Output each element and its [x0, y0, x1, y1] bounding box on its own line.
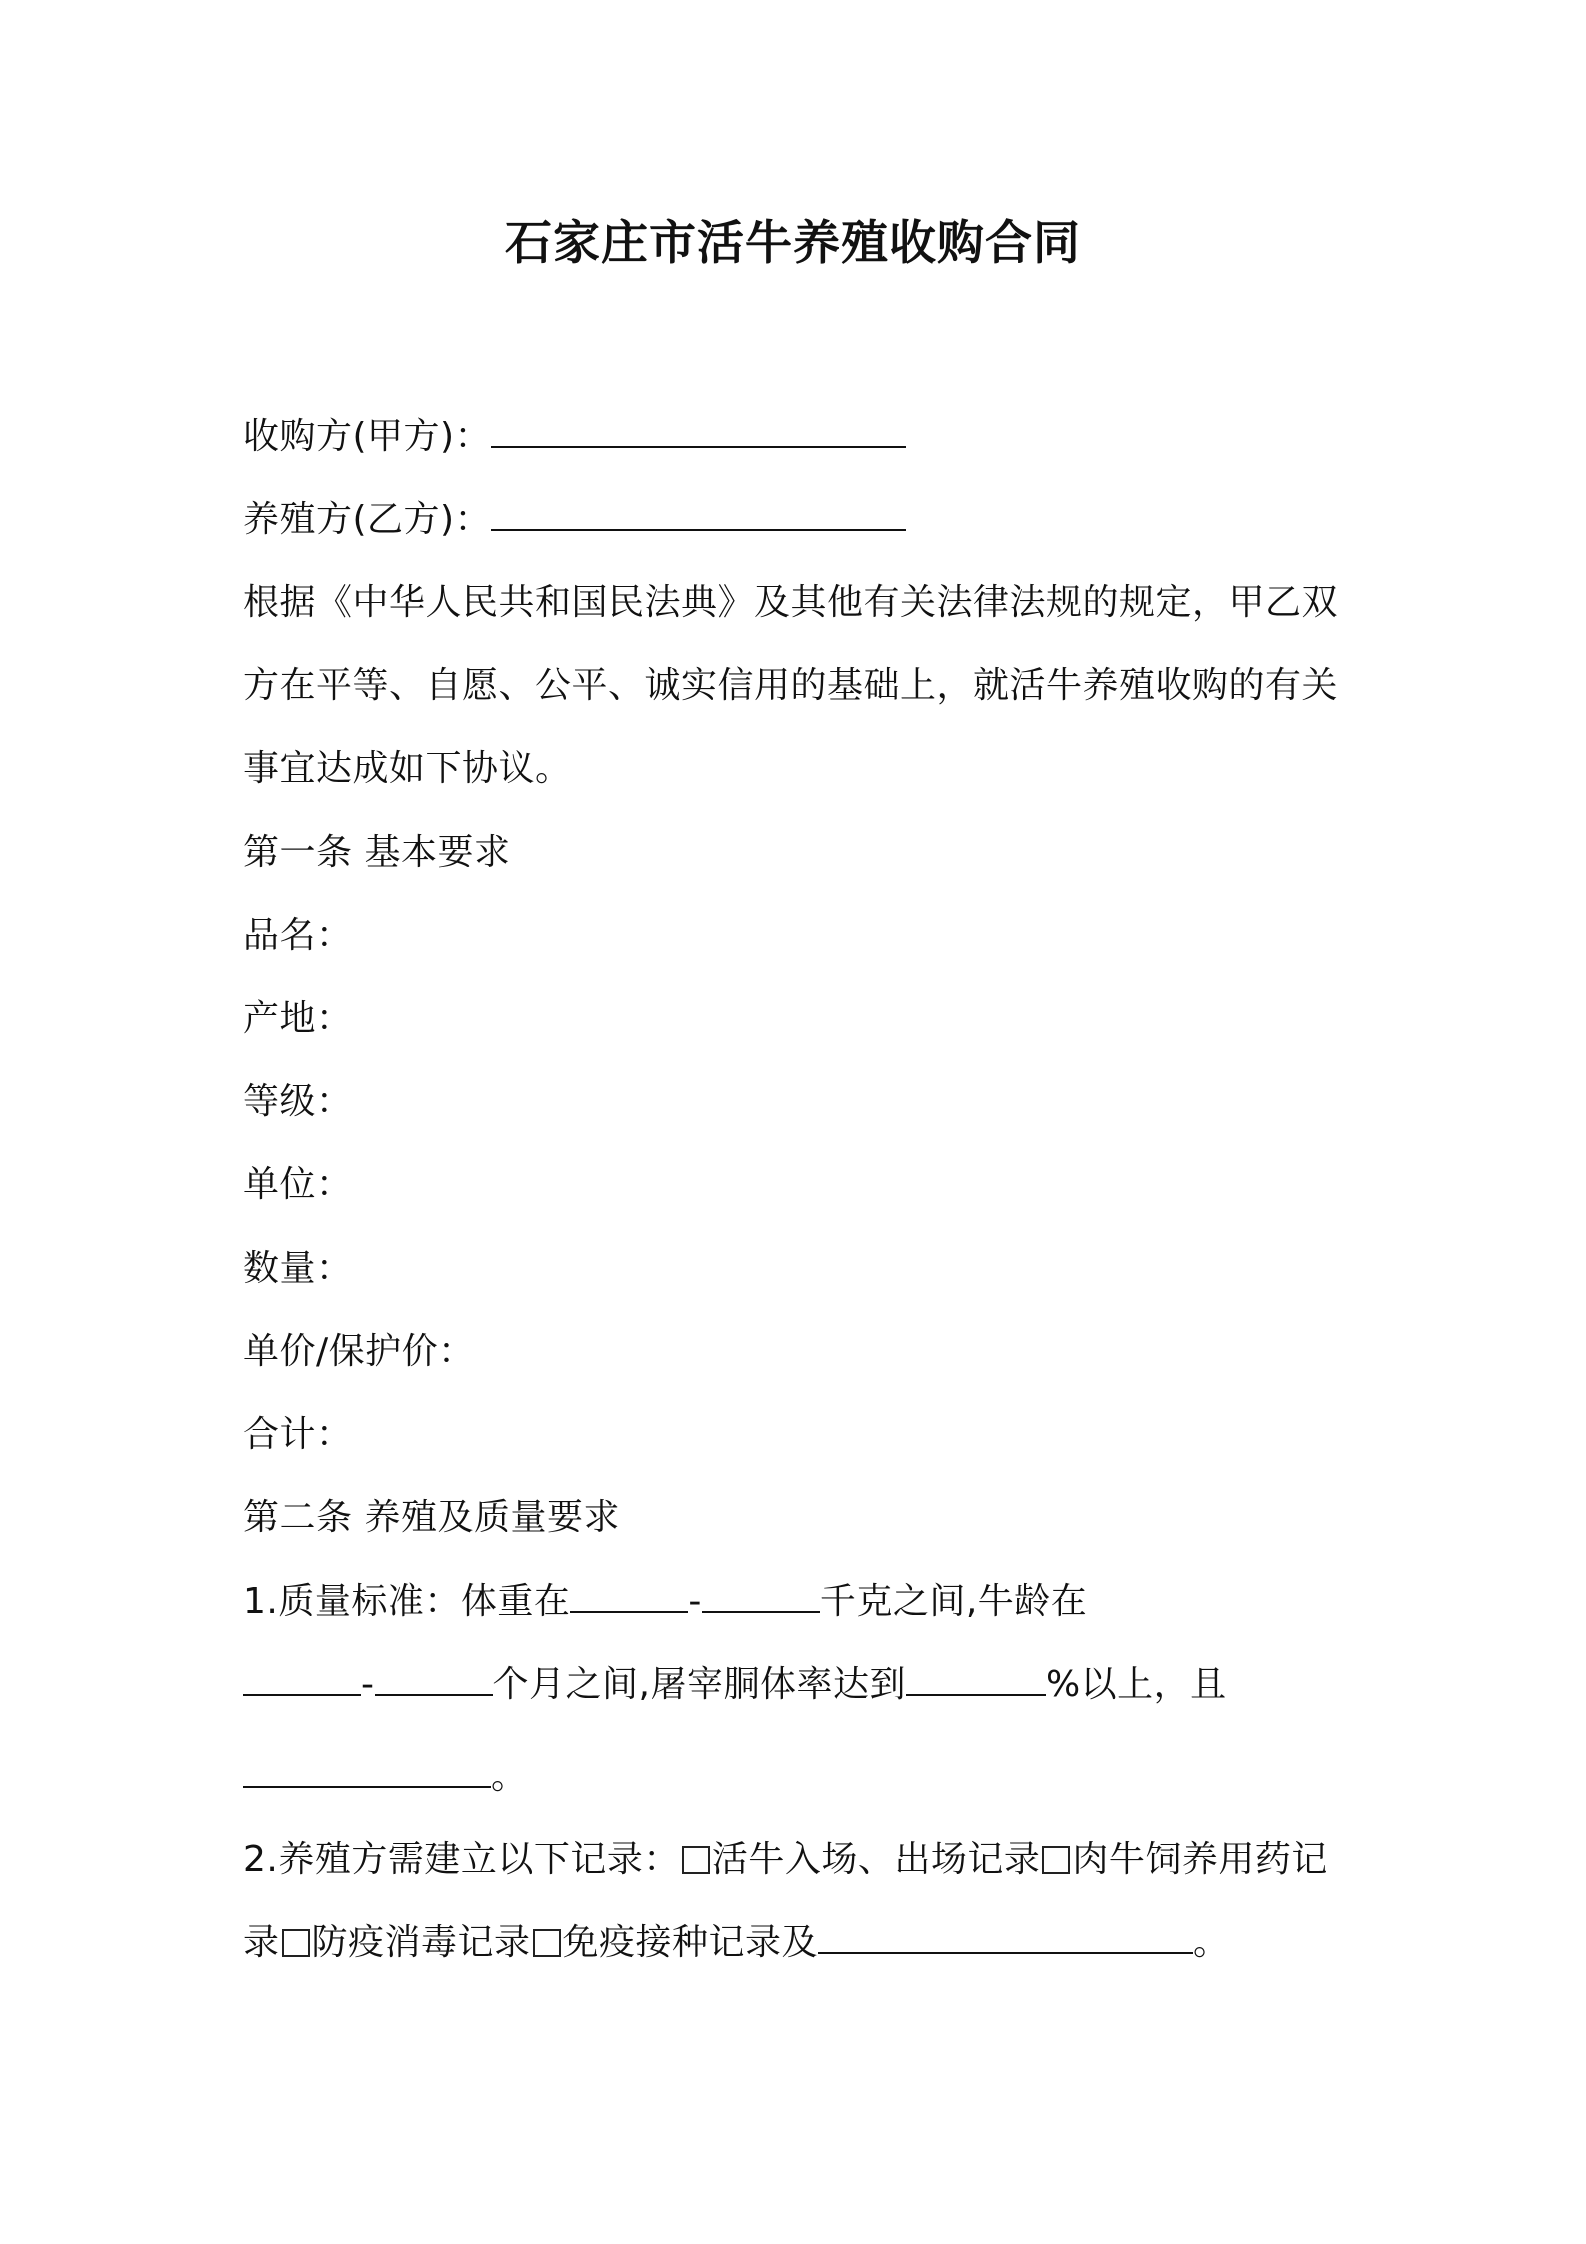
field-total: 合计：	[243, 1414, 353, 1455]
carcass-rate-blank[interactable]	[906, 1662, 1046, 1696]
option-entry-exit-record: 活牛入场、出场记录	[711, 1839, 1041, 1880]
records-continuation: 录	[243, 1922, 280, 1963]
records-line-1	[243, 1835, 1363, 1885]
option-medication-record: 肉牛饲养用药记	[1072, 1839, 1328, 1880]
range-dash: -	[688, 1581, 702, 1622]
quality-standard-label: 1.质量标准：体重在	[243, 1581, 571, 1622]
checkbox-entry-exit-record[interactable]	[682, 1846, 710, 1874]
document-title: 石家庄市活牛养殖收购合同	[505, 216, 1081, 271]
buyer-label: 收购方(甲方)：	[243, 416, 492, 457]
carcass-rate-text: %以上，且	[1045, 1664, 1227, 1705]
quality-standard-line-1	[243, 1577, 1363, 1627]
weight-max-blank[interactable]	[702, 1579, 820, 1613]
field-unit-price: 单价/保护价：	[243, 1331, 475, 1372]
field-quantity: 数量：	[243, 1248, 353, 1289]
breeder-line	[243, 495, 1363, 545]
age-unit-text: 个月之间,屠宰胴体率达到	[492, 1664, 906, 1705]
article2-heading: 第二条 养殖及质量要求	[243, 1497, 620, 1538]
checkbox-immunization-record[interactable]	[533, 1929, 561, 1957]
period: 。	[491, 1756, 528, 1797]
article1-heading: 第一条 基本要求	[243, 832, 511, 873]
option-immunization-record: 免疫接种记录及	[562, 1922, 819, 1963]
range-dash: -	[361, 1664, 375, 1705]
records-label: 2.养殖方需建立以下记录：	[243, 1839, 680, 1880]
period: 。	[1193, 1922, 1230, 1963]
field-product-name: 品名：	[243, 915, 353, 956]
checkbox-disinfection-record[interactable]	[282, 1929, 310, 1957]
breeder-blank[interactable]	[491, 497, 906, 531]
preamble-line-3: 事宜达成如下协议。	[243, 748, 572, 789]
weight-unit-text: 千克之间,牛龄在	[819, 1581, 1088, 1622]
option-disinfection-record: 防疫消毒记录	[311, 1922, 531, 1963]
field-grade: 等级：	[243, 1081, 353, 1122]
field-origin: 产地：	[243, 998, 353, 1039]
other-records-blank[interactable]	[818, 1920, 1193, 1954]
preamble-line-1: 根据《中华人民共和国民法典》及其他有关法律法规的规定，甲乙双	[243, 582, 1339, 623]
age-min-blank[interactable]	[243, 1662, 361, 1696]
breeder-label: 养殖方(乙方)：	[243, 499, 492, 540]
field-unit: 单位：	[243, 1164, 353, 1205]
checkbox-medication-record[interactable]	[1042, 1846, 1070, 1874]
preamble-line-2: 方在平等、自愿、公平、诚实信用的基础上，就活牛养殖收购的有关	[243, 665, 1339, 706]
age-max-blank[interactable]	[375, 1662, 493, 1696]
weight-min-blank[interactable]	[570, 1579, 688, 1613]
buyer-blank[interactable]	[491, 414, 906, 448]
buyer-line	[243, 412, 1363, 462]
other-standard-blank[interactable]	[243, 1754, 491, 1788]
quality-standard-line-2	[243, 1660, 1363, 1710]
quality-standard-line-3	[243, 1752, 1363, 1802]
records-line-2	[243, 1918, 1363, 1968]
